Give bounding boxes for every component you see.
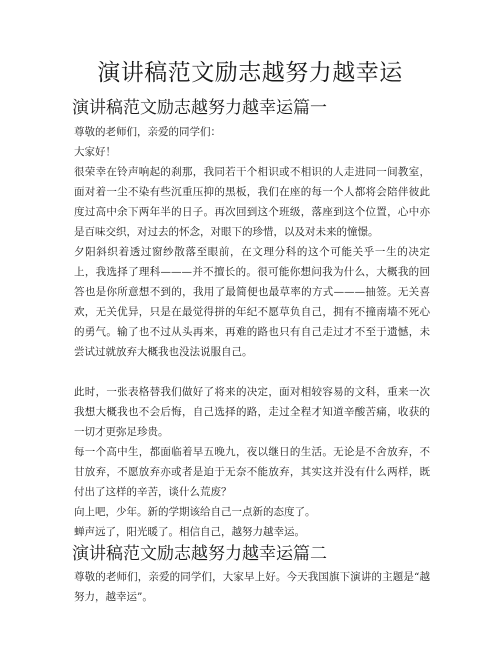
paragraph-salutation: 尊敬的老师们，亲爱的同学们： [74,126,221,138]
paragraph-body: 尊敬的老师们，亲爱的同学们，大家早上好。今天我国旗下演讲的主题是“越努力，越幸运”。 [74,571,430,603]
document-title: 演讲稿范文励志越努力越幸运 [97,60,403,86]
paragraph-body: 每一个高中生，都面临着早五晚九，夜以继日的生活。无论是不舍放弃，不甘放弃，不愿放弃亦或者是迫于无奈不能放弃，其实这并没有什么两样，既付出了这样的辛苦，谈什么荒废？ [74,446,430,498]
paragraph-body: 蝉声远了，阳光暖了。相信自己，越努力越幸运。 [74,526,305,538]
paragraph-body: 向上吧，少年。新的学期该给自己一点新的态度了。 [74,506,316,518]
section-heading-2: 演讲稿范文励志越努力越幸运篇二 [72,544,327,564]
paragraph-greeting: 大家好！ [74,146,116,158]
paragraph-body: 此时，一张表格替我们做好了将来的决定，面对相较容易的文科，重来一次我想大概我也不会后悔，自己选择的路，走过全程才知道辛酸苦痛，收获的一切才更弥足珍贵。 [74,386,430,438]
paragraph-body: 很荣幸在铃声响起的刹那，我同若干个相识或不相识的人走进同一间教室，面对着一尘不染有些沉重压抑的黑板，我们在座的每一个人都将会陪伴彼此度过高中余下两年半的日子。再次回到这个班级，落座到这个位置，心中亦是百味交织，对过去的怀念，对眼下的珍惜，以及对未来的憧憬。 [74,166,430,238]
section-heading-1: 演讲稿范文励志越努力越幸运篇一 [72,98,327,118]
paragraph-body: 夕阳斜织着透过窗纱散落至眼前，在文理分科的这个可能关乎一生的决定上，我选择了理科———并不擅长的。很可能你想问我为什么，大概我的回答也是你所意想不到的，我用了最简便也最草率的方式———抽签。无关喜欢，无关优异，只是在最觉得拼的年纪不愿草负自己，拥有不撞南墙不死心的勇气。输了也不过从头再来，再难的路也只有自己走过才不至于遗憾，未尝试过就放弃大概我也没法说服自己。 [74,246,430,358]
